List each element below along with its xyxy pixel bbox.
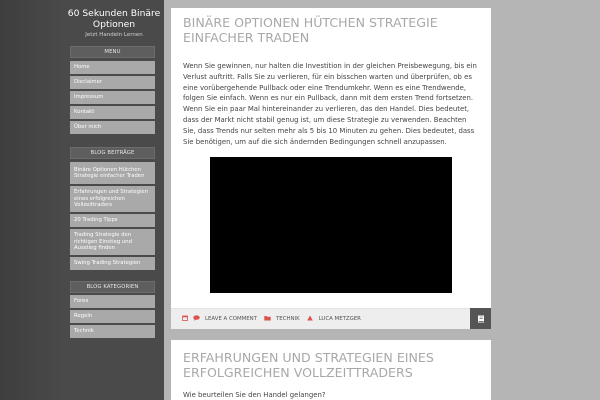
comment-icon (193, 315, 200, 323)
category-link-forex[interactable]: Forex (70, 295, 155, 308)
blog-post-link[interactable]: Binäre Optionen Hütchen Strategie einfacher Traden (70, 162, 155, 184)
site-title[interactable] (62, 8, 166, 30)
blog-post-link[interactable]: 20 Trading Tipps (70, 214, 155, 227)
blog-posts-heading: BLOG BEITRÄGE (70, 147, 155, 159)
menu-item-ueber-mich[interactable]: Über mich (70, 121, 155, 134)
post-body-line: eine vorübergehende Pullback oder eine Trendumkehr. Wenn es eine Trendwende, (183, 83, 467, 92)
menu-heading: MENU (70, 46, 155, 58)
site-title-line1[interactable]: 60 Sekunden Binäre (67, 8, 161, 19)
video-player[interactable] (210, 157, 452, 293)
post-format-badge[interactable] (470, 308, 491, 329)
post-title-line1[interactable]: BINÄRE OPTIONEN HÜTCHEN STRATEGIE (183, 15, 438, 30)
category-link-technik[interactable]: Technik (70, 325, 155, 338)
post-body-line: Sie, dass Trends nur selten mehr als 5 bis 10 Minuten zu gehen. Dies bedeutet, dass (183, 126, 475, 135)
post-title[interactable] (171, 340, 491, 380)
site-tagline: Jetzt Handeln Lernen (85, 32, 143, 38)
blog-posts-list (70, 162, 155, 272)
post-category-link[interactable]: TECHNIK (276, 316, 300, 322)
post-author-link[interactable]: LUCA METZGER (318, 316, 361, 322)
post-body-line: Verlust auftritt. Falls Sie zu verlieren, für ein bisschen warten und überprüfen, ob es (183, 72, 472, 81)
post-body-line: folgen Sie einfach. Wenn es nur ein Pullback, dann mit dem ersten Trend fortsetzen. (183, 94, 474, 103)
post-body-line: dass der Markt nicht stabil genug ist, um diese Strategie zu verwenden. Beachten (183, 115, 467, 124)
folder-icon (264, 315, 271, 323)
menu-list (70, 61, 155, 136)
post-body-line: Wenn Sie ein paar Mal hintereinander zu verlieren, das den Handel. Dies bedeutet, (183, 105, 470, 114)
post-body-line: Sie benötigen, um auf die sich ändernden Bedingungen schnell anzupassen. (183, 137, 447, 146)
post-card (171, 340, 491, 400)
menu-item-kontakt[interactable]: Kontakt (70, 106, 155, 119)
post-body-line: Wenn Sie gewinnen, nur halten die Investition in der gleichen Preisbewegung, bis ein (183, 62, 477, 70)
book-icon (476, 314, 486, 324)
site-title-line2[interactable]: Optionen (92, 19, 136, 30)
sidebar (0, 0, 164, 400)
blog-post-link[interactable]: Trading Strategie den richtigen Einstieg und Ausstieg finden (70, 229, 155, 255)
post-meta-bar (171, 308, 491, 329)
post-body-line: Wie beurteilen Sie den Handel gelangen? (183, 391, 326, 399)
post-body (171, 390, 491, 400)
menu-item-home[interactable]: Home (70, 61, 155, 74)
categories-heading: BLOG KATEGORIEN (70, 281, 155, 293)
post-title-line2[interactable]: ERFOLGREICHEN VOLLZEITTRADERS (183, 365, 413, 380)
menu-item-impressum[interactable]: Impressum (70, 91, 155, 104)
category-link-regeln[interactable]: Regeln (70, 310, 155, 323)
post-title-line1[interactable]: ERFAHRUNGEN UND STRATEGIEN EINES (183, 350, 434, 365)
calendar-icon (181, 315, 188, 323)
leave-comment-link[interactable]: LEAVE A COMMENT (205, 316, 258, 322)
blog-post-link[interactable]: Swing Trading Strategien (70, 257, 155, 270)
post-title-line2[interactable]: EINFACHER TRADEN (183, 30, 310, 45)
post-title[interactable] (171, 8, 491, 45)
user-icon (307, 315, 314, 323)
post-body (171, 61, 491, 147)
blog-post-link[interactable]: Erfahrungen und Strategien eines erfolgreichen Vollzeittraders (70, 186, 155, 212)
categories-list (70, 295, 155, 340)
menu-item-disclaimer[interactable]: Disclaimer (70, 76, 155, 89)
post-card (171, 8, 491, 329)
